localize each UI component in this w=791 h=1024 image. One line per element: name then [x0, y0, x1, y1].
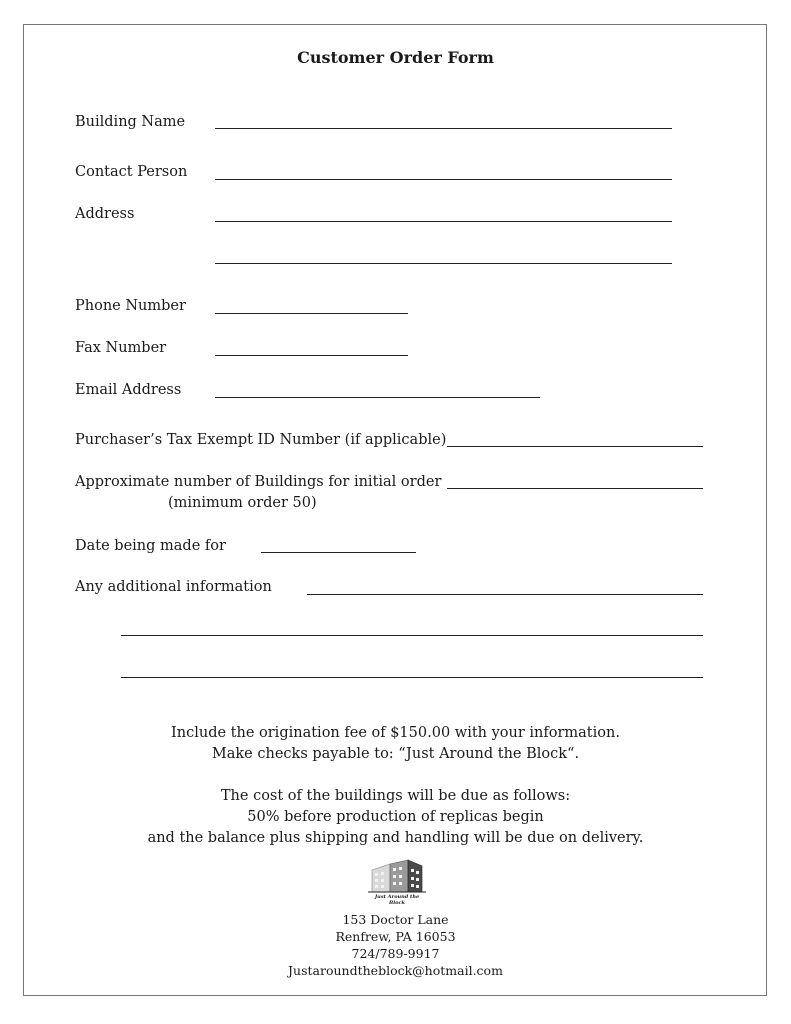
company-logo	[368, 858, 426, 904]
logo-caption: Just Around the Block	[374, 894, 420, 906]
contact-phone: 724/789-9917	[351, 946, 440, 961]
tax-exempt-line[interactable]	[447, 446, 703, 447]
date-made-for-line[interactable]	[261, 552, 416, 553]
phone-number-label: Phone Number	[75, 298, 186, 314]
approx-buildings-line[interactable]	[447, 488, 703, 489]
phone-number-line[interactable]	[215, 313, 408, 314]
address-line-2[interactable]	[215, 263, 672, 264]
address-line-1[interactable]	[215, 221, 672, 222]
minimum-order-note: (minimum order 50)	[168, 495, 317, 511]
balance-note: and the balance plus shipping and handling will be due on delivery.	[147, 830, 644, 846]
contact-email[interactable]: Justaroundtheblock@hotmail.com	[288, 963, 503, 978]
building-name-line[interactable]	[215, 128, 672, 129]
fee-note: Include the origination fee of $150.00 with your information.	[171, 725, 620, 741]
additional-info-line-1[interactable]	[307, 594, 703, 595]
additional-info-line-3[interactable]	[121, 677, 703, 678]
additional-info-line-2[interactable]	[121, 635, 703, 636]
additional-info-label: Any additional information	[75, 579, 272, 595]
contact-person-line[interactable]	[215, 179, 672, 180]
building-icon	[368, 858, 426, 894]
address-label: Address	[75, 206, 135, 222]
address-street: 153 Doctor Lane	[342, 912, 449, 927]
fax-number-line[interactable]	[215, 355, 408, 356]
deposit-note: 50% before production of replicas begin	[247, 809, 544, 825]
building-name-label: Building Name	[75, 114, 186, 130]
contact-person-label: Contact Person	[75, 164, 188, 180]
approx-buildings-label: Approximate number of Buildings for initial order	[75, 474, 442, 490]
form-title: Customer Order Form	[297, 48, 494, 67]
address-city: Renfrew, PA 16053	[335, 929, 456, 944]
fax-number-label: Fax Number	[75, 340, 167, 356]
tax-exempt-label: Purchaser’s Tax Exempt ID Number (if applicable)	[75, 432, 447, 448]
email-address-line[interactable]	[215, 397, 540, 398]
email-address-label: Email Address	[75, 382, 182, 398]
checks-note: Make checks payable to: “Just Around the Block“.	[211, 746, 580, 762]
date-made-for-label: Date being made for	[75, 538, 226, 554]
cost-note: The cost of the buildings will be due as follows:	[220, 788, 571, 804]
